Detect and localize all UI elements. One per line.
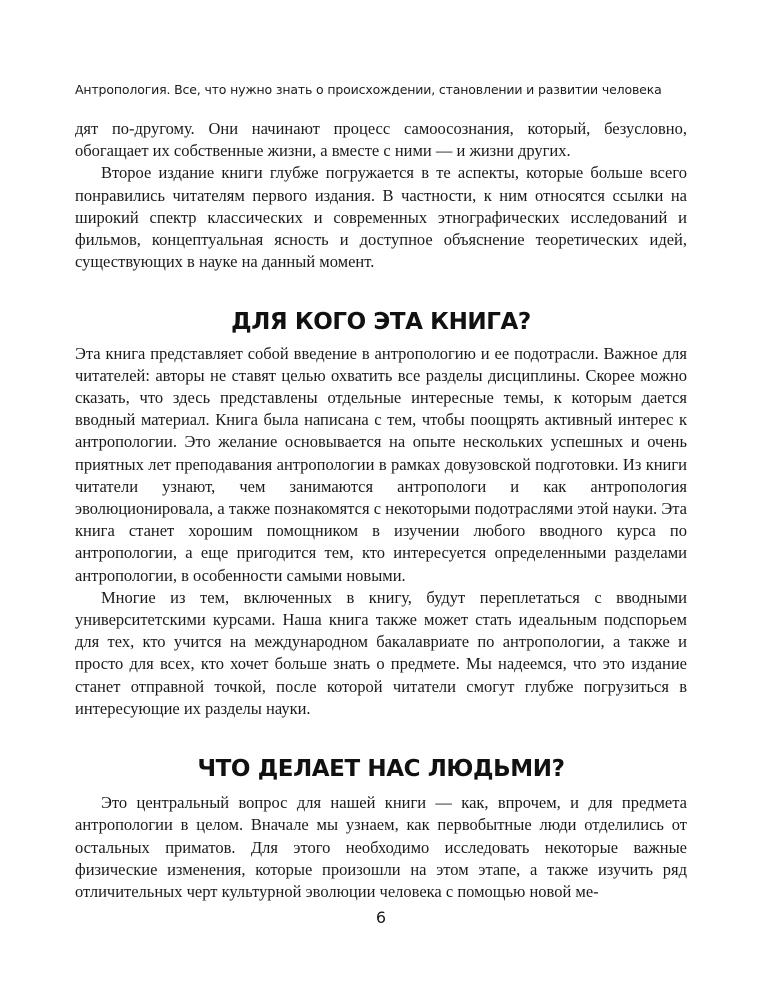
- human-heading-wrap: [75, 756, 687, 783]
- audience-heading-wrap: [75, 309, 687, 336]
- section-heading-human: ЧТО ДЕЛАЕТ НАС ЛЮДЬМИ?: [197, 756, 565, 783]
- running-head: Антропология. Все, что нужно знать о происхождении, становлении и развитии человека: [75, 82, 662, 97]
- book-page: [75, 0, 687, 1000]
- intro-paragraph-1: дят по-другому. Они начинают процесс самоосознания, который, безусловно, обогащает их собственные жизни, а вместе с ними — и жизни других.: [75, 119, 687, 161]
- page-number: 6: [375, 908, 387, 927]
- human-paragraph-1: Это центральный вопрос для нашей книги — как, впрочем, и для предмета антропологии в целом. Вначале мы узнаем, как первобытные люди отделились от остальных приматов. Для этого необходимо исследовать некоторые важные физические изменения, которые произошли на этом этапе, а также изучить ряд отличительных черт культурной эволюции человека с помощью новой ме-: [75, 793, 687, 902]
- audience-paragraph-1: Эта книга представляет собой введение в антропологию и ее подотрасли. Важное для читателей: авторы не ставят целью охватить все разделы дисциплины. Скорее можно сказать, что здесь представлены отдельные интересные темы, к которым дается вводный материал. Книга была написана с тем, чтобы поощрять активный интерес к антропологии. Это желание основывается на опыте нескольких успешных и очень приятных лет преподавания антропологии в рамках довузовской подготовки. Из книги читатели узнают, чем занимаются антропологи и как антропология эволюционировала, а также познакомятся с некоторыми подотраслями этой науки. Эта книга станет хорошим помощником в изучении любого вводного курса по антропологии, а еще пригодится тем, кто интересуется определенными разделами антропологии, в особенности самыми новыми.: [75, 343, 687, 585]
- intro-paragraph-2: Второе издание книги глубже погружается в те аспекты, которые больше всего понравились читателям первого издания. В частности, к ним относятся ссылки на широкий спектр классических и современных этнографических исследований и фильмов, концептуальная ясность и доступное объяснение теоретических идей, существующих в науке на данный момент.: [75, 163, 687, 272]
- section-heading-audience: ДЛЯ КОГО ЭТА КНИГА?: [231, 309, 531, 336]
- audience-paragraph-2: Многие из тем, включенных в книгу, будут переплетаться с вводными университетскими курсами. Наша книга также может стать идеальным подспорьем для тех, кто учится на международном бакалавриате по антропологии, а также и просто для всех, кто хочет больше знать о предмете. Мы надеемся, что это издание станет отправной точкой, после которой читатели смогут глубже погрузиться в интересующие их разделы науки.: [75, 587, 687, 718]
- page-content: [75, 118, 687, 903]
